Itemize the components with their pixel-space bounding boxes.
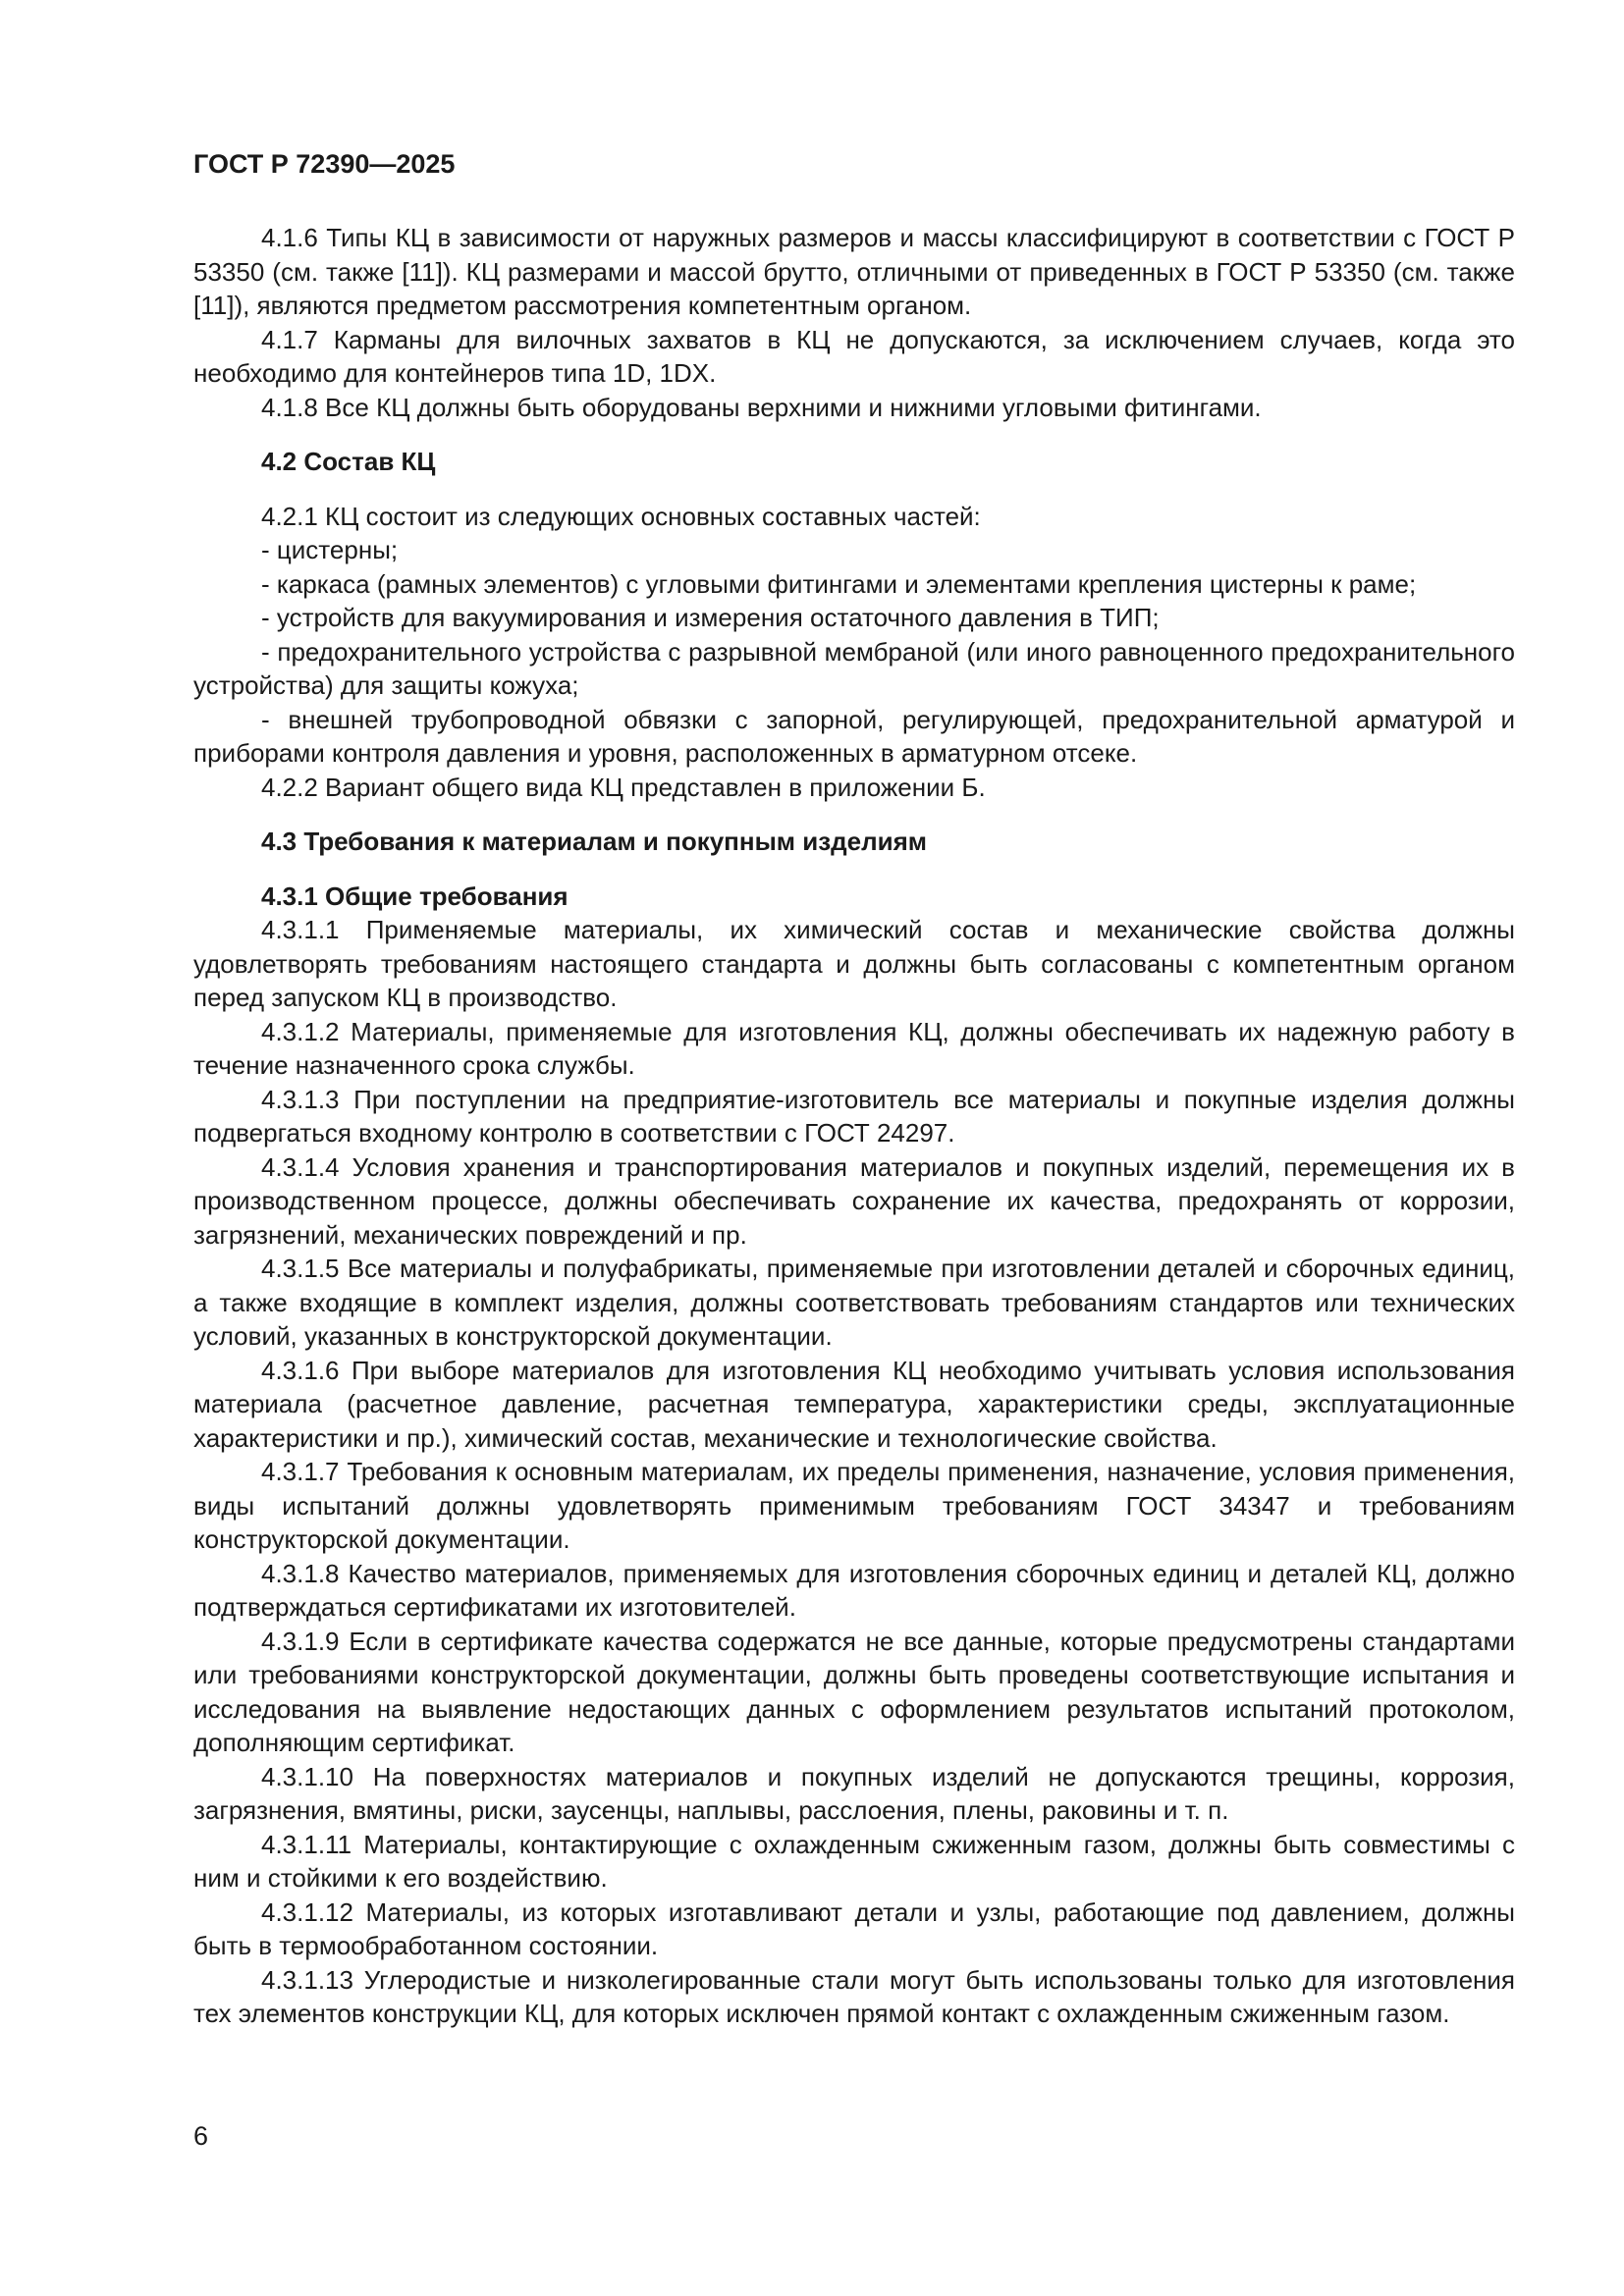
document-body [193,221,1515,2031]
paragraph-4-3-1-8: 4.3.1.8 Качество материалов, применяемых для изготовления сборочных единиц и деталей КЦ, должно подтверждаться сертификатами их изготовителей. [193,1558,1515,1622]
list-item: - устройств для вакуумирования и измерения остаточного давления в ТИП; [261,603,1160,632]
list-item: - внешней трубопроводной обвязки с запорной, регулирующей, предохранительной арматурой и приборами контроля давления и уровня, расположенных в арматурном отсеке. [193,704,1515,768]
paragraph-4-3-1-4: 4.3.1.4 Условия хранения и транспортирования материалов и покупных изделий, перемещения их в производственном процессе, должны обеспечивать сохранение их качества, предохранять от коррозии, загрязнений, механических повреждений и пр. [193,1151,1515,1250]
paragraph-4-3-1-9: 4.3.1.9 Если в сертификате качества содержатся не все данные, которые предусмотрены стандартами или требованиями конструкторской документации, должны быть проведены соответствующие испытания и исследования на выявление недостающих данных с оформлением результатов испытаний протоколом, дополняющим сертификат. [193,1626,1515,1757]
list-item: - цистерны; [261,535,399,564]
paragraph-4-3-1-6: 4.3.1.6 При выборе материалов для изготовления КЦ необходимо учитывать условия использования материала (расчетное давление, расчетная температура, характеристики среды, эксплуатационные характеристики и пр.), химический состав, механические и технологические свойства. [193,1355,1515,1453]
paragraph-4-2-2: 4.2.2 Вариант общего вида КЦ представлен в приложении Б. [261,772,986,802]
paragraph-4-3-1-3: 4.3.1.3 При поступлении на предприятие-изготовитель все материалы и покупные изделия должны подвергаться входному контролю в соответствии с ГОСТ 24297. [193,1084,1515,1148]
section-heading-4-3: 4.3 Требования к материалам и покупным изделиям [261,827,928,856]
paragraph-4-3-1-5: 4.3.1.5 Все материалы и полуфабрикаты, применяемые при изготовлении деталей и сборочных единиц, а также входящие в комплект изделия, должны соответствовать требованиям стандартов или технических условий, указанных в конструкторской документации. [193,1254,1515,1351]
paragraph-4-3-1-10: 4.3.1.10 На поверхностях материалов и покупных изделий не допускаются трещины, коррозия, загрязнения, вмятины, риски, заусенцы, наплывы, расслоения, плены, раковины и т. п. [193,1761,1515,1825]
paragraph-4-3-1-13: 4.3.1.13 Углеродистые и низколегированные стали могут быть использованы только для изготовления тех элементов конструкции КЦ, для которых исключен прямой контакт с охлажденным сжиженным газом. [193,1964,1515,2028]
paragraph-4-3-1-11: 4.3.1.11 Материалы, контактирующие с охлажденным сжиженным газом, должны быть совместимы с ним и стойкими к его воздействию. [193,1829,1515,1893]
paragraph-4-2-1: 4.2.1 КЦ состоит из следующих основных составных частей: [261,501,981,531]
paragraph-4-3-1-1: 4.3.1.1 Применяемые материалы, их химический состав и механические свойства должны удовлетворять требованиям настоящего стандарта и должны быть согласованы с компетентным органом перед запуском КЦ в производство. [193,915,1515,1012]
paragraph-4-1-6: 4.1.6 Типы КЦ в зависимости от наружных размеров и массы классифицируют в соответствии с ГОСТ Р 53350 (см. также [11]). КЦ размерами и массой брутто, отличными от приведенных в ГОСТ Р 53350 (см. также [11]), являются предметом рассмотрения компетентным органом. [193,223,1515,320]
document-header: ГОСТ Р 72390—2025 [193,149,456,179]
paragraph-4-1-8: 4.1.8 Все КЦ должны быть оборудованы верхними и нижними угловыми фитингами. [261,392,1262,422]
paragraph-4-3-1-12: 4.3.1.12 Материалы, из которых изготавливают детали и узлы, работающие под давлением, должны быть в термообработанном состоянии. [193,1896,1515,1960]
paragraph-4-1-7: 4.1.7 Карманы для вилочных захватов в КЦ не допускаются, за исключением случаев, когда это необходимо для контейнеров типа 1D, 1DX. [193,324,1515,388]
list-item: - каркаса (рамных элементов) с угловыми фитингами и элементами крепления цистерны к раме; [261,568,1417,599]
subsection-heading-4-3-1: 4.3.1 Общие требования [261,881,568,911]
page-number: 6 [193,2121,209,2151]
paragraph-4-3-1-7: 4.3.1.7 Требования к основным материалам, их пределы применения, назначение, условия применения, виды испытаний должны удовлетворять применимым требованиям ГОСТ 34347 и требованиям конструкторской документации. [193,1457,1515,1554]
section-heading-4-2: 4.2 Состав КЦ [261,447,436,476]
list-item: - предохранительного устройства с разрывной мембраной (или иного равноценного предохранительного устройства) для защиты кожуха; [193,636,1515,700]
paragraph-4-3-1-2: 4.3.1.2 Материалы, применяемые для изготовления КЦ, должны обеспечивать их надежную работу в течение назначенного срока службы. [193,1016,1515,1080]
